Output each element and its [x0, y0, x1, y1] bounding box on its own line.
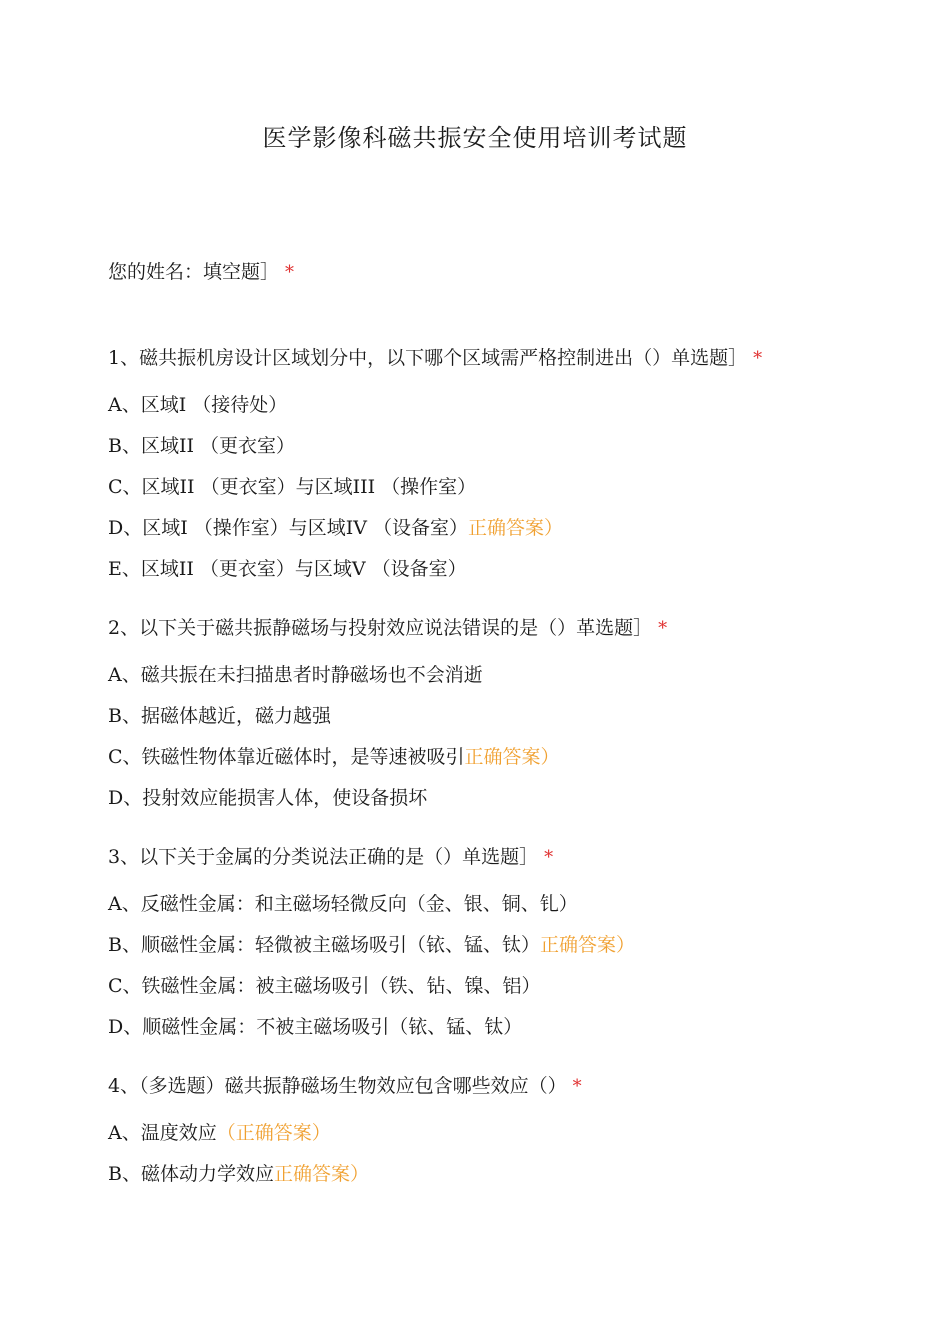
required-asterisk: *	[572, 1076, 582, 1097]
correct-answer-mark: 正确答案）	[539, 934, 635, 956]
required-asterisk: *	[285, 262, 295, 283]
option-text: B、顺磁性金属：轻微被主磁场吸引（铱、锰、钛）	[108, 934, 540, 956]
question-3-option-b[interactable]	[108, 931, 635, 959]
question-3-text	[108, 843, 553, 872]
option-text: B、磁体动力学效应	[108, 1163, 274, 1185]
correct-answer-mark: 正确答案）	[464, 746, 560, 768]
question-2-option-d[interactable]: D、投射效应能损害人体，使设备损坏	[108, 787, 428, 809]
question-4-option-b[interactable]	[108, 1160, 369, 1188]
question-2-text	[108, 614, 667, 643]
question-label: 4、（多选题）磁共振静磁场生物效应包含哪些效应（）	[108, 1075, 567, 1097]
question-label: 1、磁共振机房设计区域划分中，以下哪个区域需严格控制进出（）单选题］	[108, 347, 748, 369]
correct-answer-mark: （正确答案）	[216, 1122, 331, 1144]
question-1-option-c[interactable]: C、区域II （更衣室）与区域III （操作室）	[108, 476, 477, 498]
name-question	[108, 258, 294, 287]
question-1-option-d[interactable]	[108, 514, 563, 542]
question-3-option-d[interactable]: D、顺磁性金属：不被主磁场吸引（铱、锰、钛）	[108, 1016, 523, 1038]
question-label: 2、以下关于磁共振静磁场与投射效应说法错误的是（）革选题］	[108, 617, 653, 639]
option-text: D、区域I （操作室）与区域IV （设备室）	[108, 517, 469, 539]
correct-answer-mark: 正确答案）	[468, 517, 564, 539]
required-asterisk: *	[544, 847, 554, 868]
name-question-label: 您的姓名：填空题］	[108, 261, 280, 283]
question-3-option-c[interactable]: C、铁磁性金属：被主磁场吸引（铁、钻、镍、铝）	[108, 975, 541, 997]
question-4-option-a[interactable]	[108, 1119, 331, 1147]
question-1-option-a[interactable]: A、区域I （接待处）	[108, 394, 288, 416]
question-1-text	[108, 344, 762, 373]
question-3-option-a[interactable]: A、反磁性金属：和主磁场轻微反向（金、银、铜、钆）	[108, 893, 578, 915]
question-4-text	[108, 1072, 582, 1101]
option-text: C、铁磁性物体靠近磁体时，是等速被吸引	[108, 746, 465, 768]
question-label: 3、以下关于金属的分类说法正确的是（）单选题］	[108, 846, 539, 868]
question-1-option-e[interactable]: E、区域II （更衣室）与区域V （设备室）	[108, 558, 467, 580]
page-title: 医学影像科磁共振安全使用培训考试题	[262, 124, 688, 152]
correct-answer-mark: 正确答案）	[273, 1163, 369, 1185]
required-asterisk: *	[753, 348, 763, 369]
question-1-option-b[interactable]: B、区域II （更衣室）	[108, 435, 296, 457]
question-2-option-c[interactable]	[108, 743, 560, 771]
question-2-option-b[interactable]: B、据磁体越近，磁力越强	[108, 705, 331, 727]
required-asterisk: *	[658, 618, 668, 639]
option-text: A、温度效应	[108, 1122, 217, 1144]
question-2-option-a[interactable]: A、磁共振在未扫描患者时静磁场也不会消逝	[108, 664, 483, 686]
